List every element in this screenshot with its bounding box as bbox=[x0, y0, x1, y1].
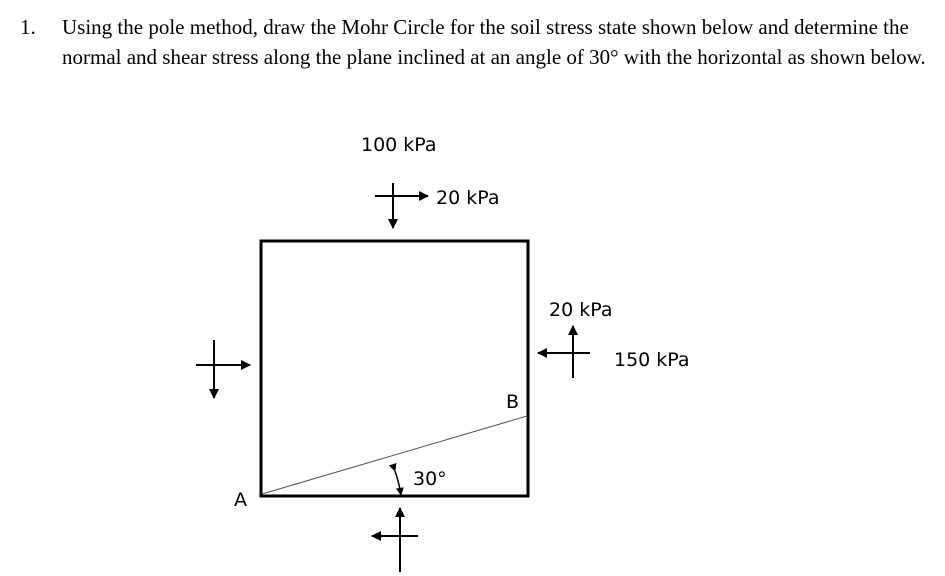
top-normal-label: 100 kPa bbox=[361, 134, 437, 156]
top-shear-label: 20 kPa bbox=[436, 187, 500, 209]
inclined-plane-line bbox=[262, 416, 527, 494]
problem-number: 1. bbox=[20, 15, 36, 39]
angle-arc bbox=[395, 471, 401, 495]
soil-element-square bbox=[261, 241, 528, 496]
point-b-label: B bbox=[506, 391, 520, 413]
left-stress-symbol bbox=[196, 340, 250, 398]
right-normal-label: 150 kPa bbox=[614, 349, 690, 371]
right-stress-symbol bbox=[538, 326, 590, 378]
right-shear-label: 20 kPa bbox=[549, 299, 613, 321]
problem-text: Using the pole method, draw the Mohr Circle for the soil stress state shown below and determine the normal and shear stress along the plane inclined at an angle of 30° with the horizontal as shown below. bbox=[62, 15, 926, 69]
bottom-stress-symbol bbox=[372, 508, 418, 572]
point-a-label: A bbox=[234, 489, 247, 511]
top-stress-symbol bbox=[375, 183, 428, 228]
angle-label: 30° bbox=[413, 468, 447, 490]
